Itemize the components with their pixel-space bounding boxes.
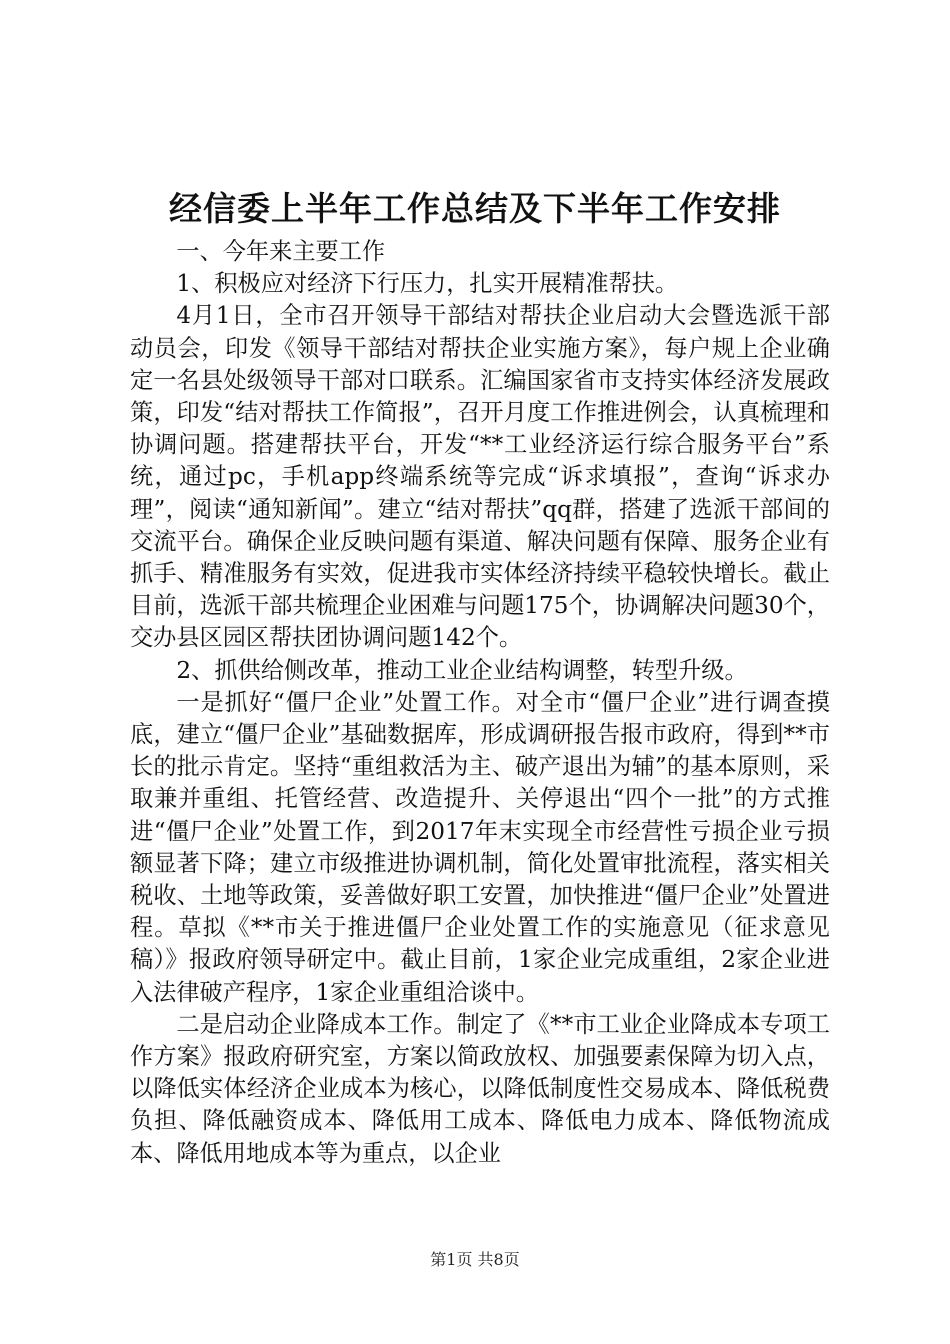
subsection-heading: 2、抓供给侧改革，推动工业企业结构调整，转型升级。 [176,656,748,684]
body-paragraph: 二是启动企业降成本工作。制定了《**市工业企业降成本专项工作方案》报政府研究室，方案以简政放权、加强要素保障为切入点，以降低实体经济企业成本为核心，以降低制度性交易成本、降低税费负担、降低融资成本、降低用工成本、降低电力成本、降低物流成本、降低用地成本等为重点，以企业 [130,1010,830,1167]
section-heading: 一、今年来主要工作 [176,238,386,265]
document-body [130,236,830,1170]
page-number-footer: 第1页 共8页 [430,1250,520,1269]
subsection-heading: 1、积极应对经济下行压力，扎实开展精准帮扶。 [176,270,679,298]
document-title: 经信委上半年工作总结及下半年工作安排 [169,189,781,228]
body-paragraph: 4月1日，全市召开领导干部结对帮扶企业启动大会暨选派干部动员会，印发《领导干部结对帮扶企业实施方案》，每户规上企业确定一名县处级领导干部对口联系。汇编国家省市支持实体经济发展政策，印发“结对帮扶工作简报”，召开月度工作推进例会，认真梳理和协调问题。搭建帮扶平台，开发“**工业经济运行综合服务平台”系统，通过pc，手机app终端系统等完成“诉求填报”，查询“诉求办理”，阅读“通知新闻”。建立“结对帮扶”qq群，搭建了选派干部间的交流平台。确保企业反映问题有渠道、解决问题有保障、服务企业有抓手、精准服务有实效，促进我市实体经济持续平稳较快增长。截止目前，选派干部共梳理企业困难与问题175个，协调解决问题30个，交办县区园区帮扶团协调问题142个。 [130,302,830,652]
body-paragraph: 一是抓好“僵尸企业”处置工作。对全市“僵尸企业”进行调查摸底，建立“僵尸企业”基础数据库，形成调研报告报市政府，得到**市长的批示肯定。坚持“重组救活为主、破产退出为辅”的基本原则，采取兼并重组、托管经营、改造提升、关停退出“四个一批”的方式推进“僵尸企业”处置工作，到2017年末实现全市经营性亏损企业亏损额显著下降；建立市级推进协调机制，简化处置审批流程，落实相关税收、土地等政策，妥善做好职工安置，加快推进“僵尸企业”处置进程。草拟《**市关于推进僵尸企业处置工作的实施意见（征求意见稿）》报政府领导研定中。截止目前，1家企业完成重组，2家企业进入法律破产程序，1家企业重组洽谈中。 [130,688,830,1006]
